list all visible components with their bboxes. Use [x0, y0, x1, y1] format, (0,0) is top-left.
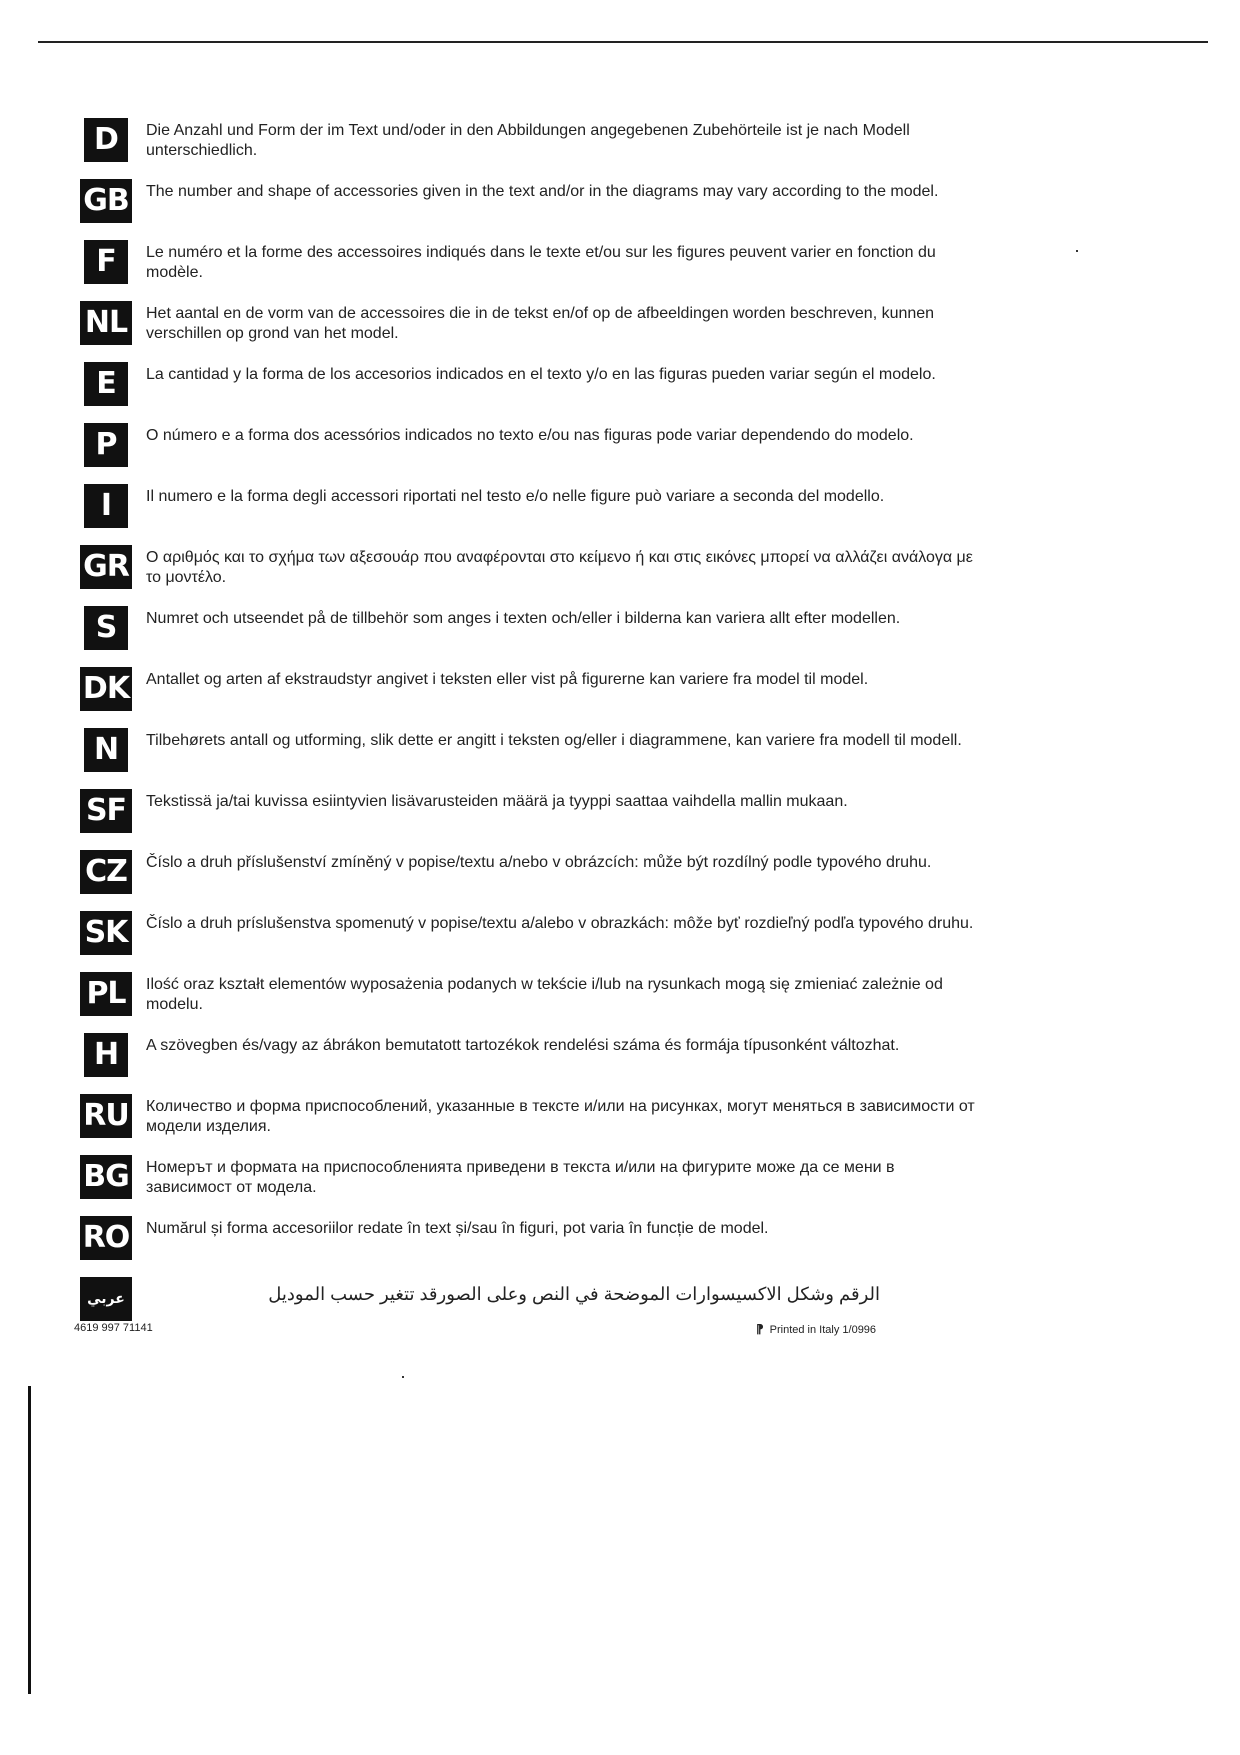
scan-speck: [1076, 250, 1078, 252]
list-item-dk: [80, 667, 910, 728]
list-item-s: [80, 606, 910, 667]
language-badge: E: [84, 362, 128, 406]
language-badge: D: [84, 118, 128, 162]
list-item-h: [80, 1033, 910, 1094]
language-badge: N: [84, 728, 128, 772]
list-item-n: [80, 728, 962, 789]
list-item-bg: [80, 1155, 910, 1216]
list-item-ru: [80, 1094, 975, 1155]
language-text: Antallet og arten af ekstraudstyr angivet i teksten eller vist på figurerne kan variere fra model til model.: [146, 671, 869, 688]
language-text: الرقم وشكل الاكسيسوارات الموضحة في النص وعلى الصورقد تتغير حسب الموديل: [268, 1284, 880, 1304]
list-item-cz: [80, 850, 932, 911]
language-text: Die Anzahl und Form der im Text und/oder in den Abbildungen angegebenen Zubehörteile ist je nach Modell unterschiedlich.: [146, 122, 910, 159]
language-text: Le numéro et la forme des accessoires indiqués dans le texte et/ou sur les figures peuvent varier en fonction du modèle.: [146, 244, 936, 281]
language-badge: DK: [80, 667, 132, 711]
language-badge: H: [84, 1033, 128, 1077]
language-badge: I: [84, 484, 128, 528]
list-item-gb: [80, 179, 939, 240]
language-text: Количество и форма приспособлений, указанные в тексте и/или на рисунках, могут меняться в зависимости от модели изделия.: [146, 1098, 975, 1135]
language-badge: P: [84, 423, 128, 467]
list-item-p: [80, 423, 914, 484]
list-item-e: [80, 362, 936, 423]
language-text: La cantidad y la forma de los accesorios indicados en el texto y/o en las figuras pueden variar según el modelo.: [146, 366, 936, 383]
printed-text: Printed in Italy 1/0996: [769, 1324, 877, 1336]
language-badge: GB: [80, 179, 132, 223]
list-item-f: [80, 240, 936, 301]
language-badge: BG: [80, 1155, 132, 1199]
list-item-pl: [80, 972, 943, 1033]
top-rule: [38, 41, 1208, 43]
language-text: O número e a forma dos acessórios indicados no texto e/ou nas figuras pode variar dependendo do modelo.: [146, 427, 914, 444]
language-text: Numărul și forma accesoriilor redate în text și/sau în figuri, pot varia în funcție de model.: [146, 1220, 769, 1237]
list-item-sk: [80, 911, 974, 972]
part-number: 4619 997 71141: [74, 1322, 153, 1334]
list-item-i: [80, 484, 910, 545]
printed-note: [756, 1322, 876, 1336]
language-badge: عربي: [80, 1277, 132, 1321]
language-badge: PL: [80, 972, 132, 1016]
language-text: Tekstissä ja/tai kuvissa esiintyvien lisävarusteiden määrä ja tyyppi saattaa vaihdella mallin mukaan.: [146, 793, 848, 810]
language-badge: S: [84, 606, 128, 650]
language-text: Tilbehørets antall og utforming, slik dette er angitt i teksten og/eller i diagrammene, kan variere fra modell til modell.: [146, 732, 962, 749]
list-item-gr: [80, 545, 973, 606]
language-text: The number and shape of accessories given in the text and/or in the diagrams may vary according to the model.: [146, 183, 939, 200]
language-badge: NL: [80, 301, 132, 345]
language-text: Ilość oraz kształt elementów wyposażenia podanych w tekście i/lub na rysunkach mogą się zmieniać zależnie od modelu.: [146, 976, 943, 1013]
scan-edge-bar: [28, 1386, 31, 1694]
list-item-d: [80, 118, 910, 179]
language-badge: GR: [80, 545, 132, 589]
scan-speck: [402, 1376, 404, 1378]
list-item-sf: [80, 789, 910, 850]
language-badge: F: [84, 240, 128, 284]
language-badge: RU: [80, 1094, 132, 1138]
language-badge: RO: [80, 1216, 132, 1260]
list-item-nl: [80, 301, 935, 362]
list-item-ro: [80, 1216, 910, 1277]
language-text: Ο αριθμός και το σχήμα των αξεσουάρ που αναφέρονται στο κείμενο ή και στις εικόνες μπορεί να αλλάζει ανάλογα με το μοντέλο.: [146, 549, 973, 586]
language-text: Číslo a druh príslušenstva spomenutý v popise/textu a/alebo v obrazkách: môže byť rozdieľný podľa typového druhu.: [146, 915, 974, 932]
language-badge: CZ: [80, 850, 132, 894]
language-text: Il numero e la forma degli accessori riportati nel testo e/o nelle figure può variare a seconda del modello.: [146, 488, 885, 505]
language-badge: SK: [80, 911, 132, 955]
language-text: Номерът и формата на приспособленията приведени в текста и/или на фигурите може да се мени в зависимост от модела.: [146, 1159, 895, 1196]
language-text: Číslo a druh příslušenství zmíněný v popise/textu a/nebo v obrázcích: může být rozdílný podle typového druhu.: [146, 854, 932, 871]
language-list: [80, 118, 975, 1338]
language-text: Het aantal en de vorm van de accessoires die in de tekst en/of op de afbeeldingen worden beschreven, kunnen verschillen op grond van het model.: [146, 305, 935, 342]
language-badge: SF: [80, 789, 132, 833]
language-text: A szövegben és/vagy az ábrákon bemutatott tartozékok rendelési száma és formája típusonként változhat.: [146, 1037, 900, 1054]
language-text: Numret och utseendet på de tillbehör som anges i texten och/eller i bilderna kan variera allt efter modellen.: [146, 610, 901, 627]
printer-mark-icon: ⁋: [756, 1322, 764, 1336]
